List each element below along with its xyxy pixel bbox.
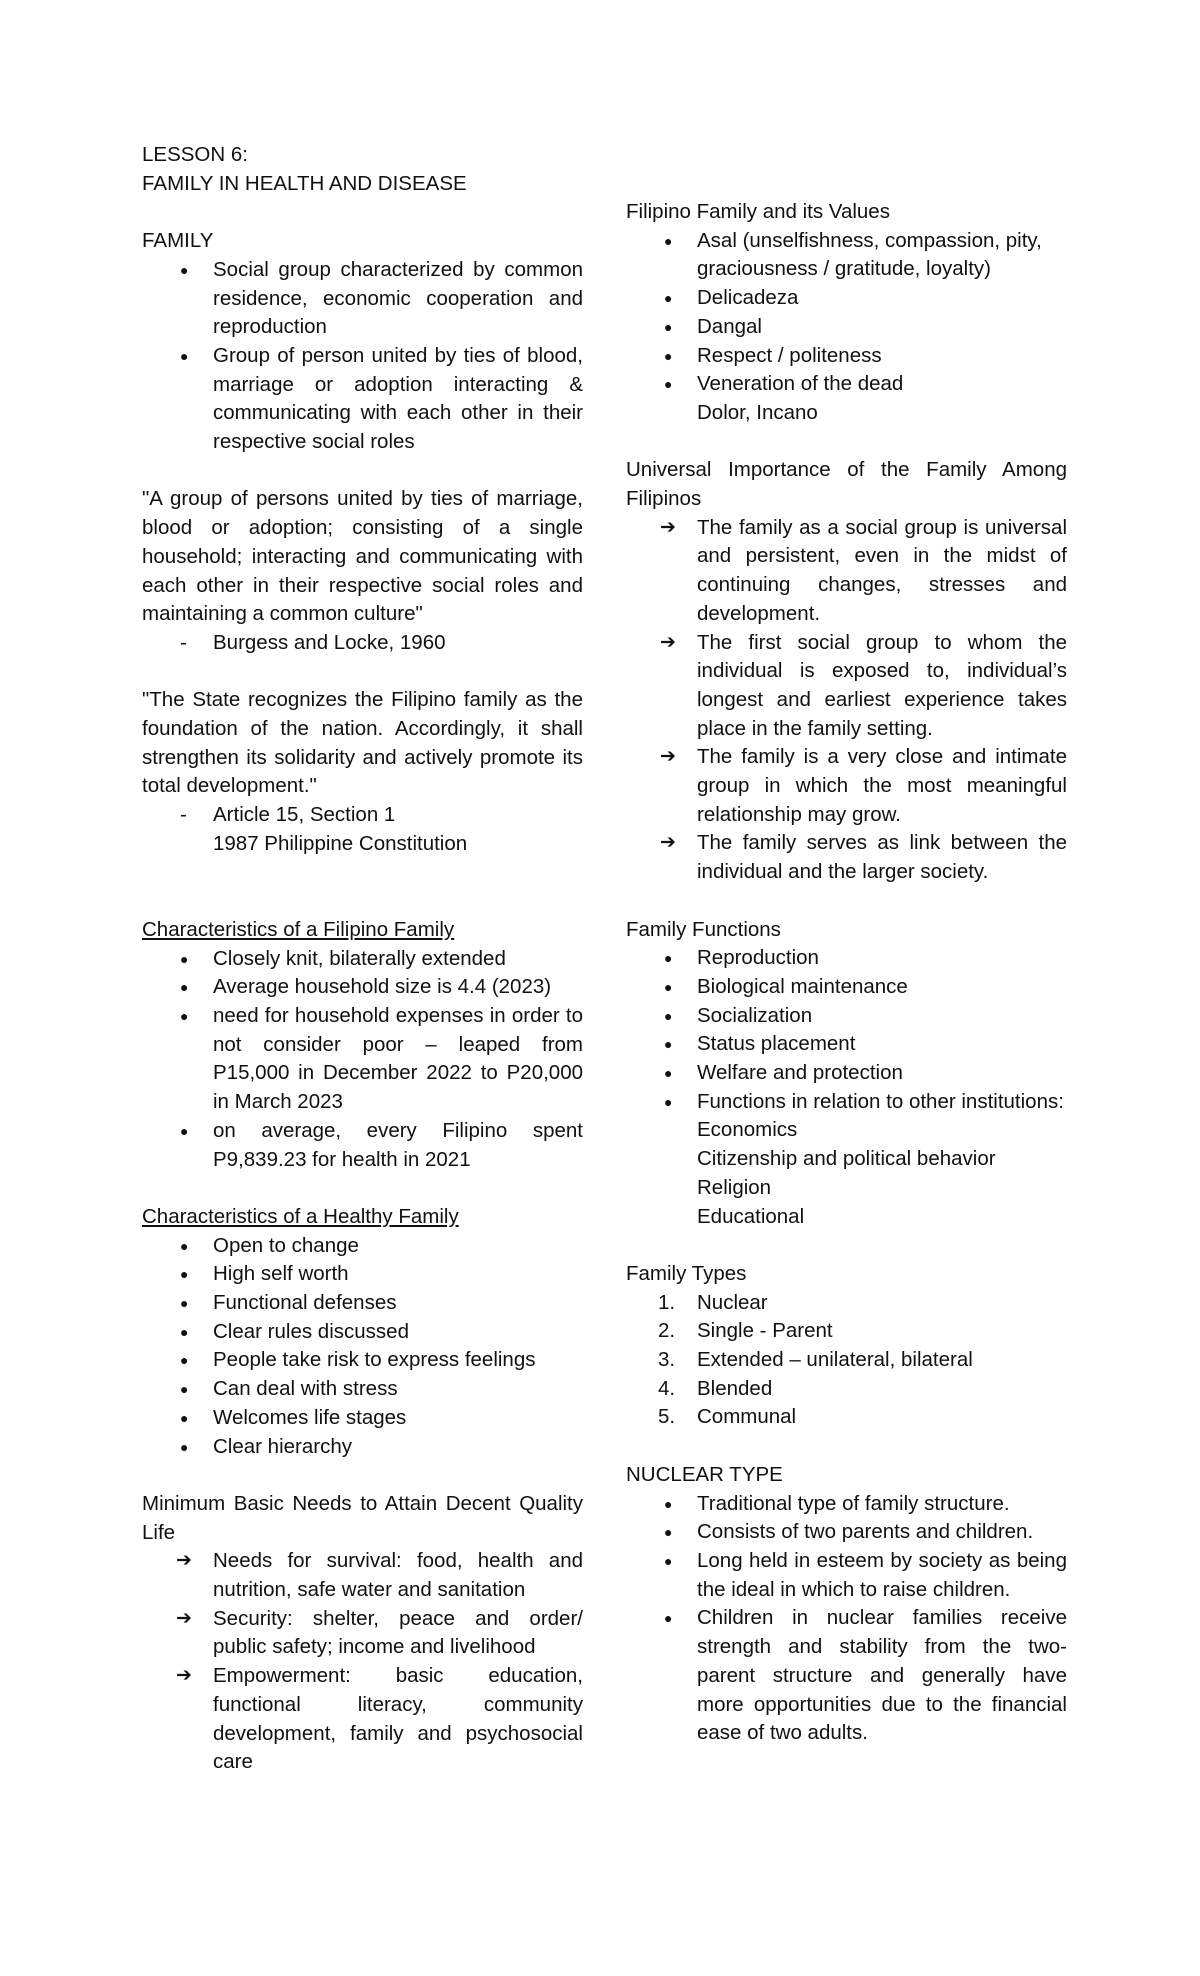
values-heading: Filipino Family and its Values	[626, 200, 890, 223]
bullet-icon: ●	[664, 376, 673, 393]
importance-section	[626, 456, 1067, 887]
bullet-icon: ●	[664, 1007, 673, 1024]
dash-marker: -	[180, 630, 187, 654]
bullet-icon: ●	[664, 1524, 673, 1541]
list-item: 4. Blended	[626, 1375, 1067, 1404]
arrow-icon: ➔	[176, 1665, 192, 1687]
arrow-icon: ➔	[660, 631, 676, 653]
left-column	[142, 141, 583, 1777]
list-item: ● Welcomes life stages	[142, 1404, 583, 1433]
list-item: ● Can deal with stress	[142, 1375, 583, 1404]
bullet-icon: ●	[664, 950, 673, 967]
bullet-icon: ●	[180, 347, 189, 364]
filipino-characteristics-section	[142, 916, 583, 1174]
list-item: ● Welfare and protection	[626, 1059, 1067, 1088]
bullet-icon: ●	[180, 1352, 189, 1369]
bullet-icon: ●	[180, 1438, 189, 1455]
lesson-label: LESSON 6:	[142, 143, 248, 166]
family-section	[142, 227, 583, 457]
quote-constitution	[142, 686, 583, 858]
bullet-icon: ●	[664, 978, 673, 995]
arrow-icon: ➔	[660, 746, 676, 768]
list-item: 2. Single - Parent	[626, 1317, 1067, 1346]
list-number: 4.	[658, 1376, 676, 1400]
list-item: ● Delicadeza	[626, 284, 1067, 313]
family-heading: FAMILY	[142, 229, 214, 253]
list-item: ● Social group characterized by common residence, economic cooperation and reproduction	[142, 256, 583, 342]
nuclear-section	[626, 1461, 1067, 1748]
list-item: 1. Nuclear	[626, 1289, 1067, 1318]
bullet-icon: ●	[664, 347, 673, 364]
importance-heading: Universal Importance of the Family Among Filipinos	[626, 458, 1067, 511]
list-item: ● Open to change	[142, 1232, 583, 1261]
function-subitem: Economics	[697, 1118, 798, 1142]
list-item: ● Group of person united by ties of blood, marriage or adoption interacting & communicating with each other in their respective social roles	[142, 342, 583, 457]
bullet-icon: ●	[180, 950, 189, 967]
list-item: ➔ Needs for survival: food, health and nutrition, safe water and sanitation	[142, 1547, 583, 1604]
list-item: ➔ The family serves as link between the individual and the larger society.	[626, 829, 1067, 886]
list-item: 5. Communal	[626, 1403, 1067, 1432]
list-item: ● Average household size is 4.4 (2023)	[142, 973, 583, 1002]
list-item: ➔ Security: shelter, peace and order/ public safety; income and livelihood	[142, 1605, 583, 1662]
list-number: 2.	[658, 1319, 676, 1343]
healthy-characteristics-section	[142, 1203, 583, 1461]
healthy-characteristics-heading: Characteristics of a Healthy Family	[142, 1204, 459, 1228]
list-item: ➔ The first social group to whom the individual is exposed to, individual’s longest and earliest experience takes place in the family setting.	[626, 629, 1067, 744]
bullet-icon: ●	[664, 1093, 673, 1110]
list-number: 1.	[658, 1290, 676, 1314]
basic-needs-section	[142, 1490, 583, 1777]
quote-text: "A group of persons united by ties of marriage, blood or adoption; consisting of a single household; interacting and communicating with each other in their respective social roles and maintaining a common culture"	[142, 487, 583, 626]
basic-needs-heading: Minimum Basic Needs to Attain Decent Quality Life	[142, 1491, 583, 1544]
types-heading: Family Types	[626, 1261, 747, 1285]
bullet-icon: ●	[180, 1237, 189, 1254]
list-item: ● Closely knit, bilaterally extended	[142, 945, 583, 974]
list-item: ● Reproduction	[626, 944, 1067, 973]
functions-section	[626, 916, 1067, 1232]
lesson-title: FAMILY IN HEALTH AND DISEASE	[142, 171, 467, 195]
list-number: 3.	[658, 1348, 676, 1372]
list-item: ● Functional defenses	[142, 1289, 583, 1318]
arrow-icon: ➔	[176, 1550, 192, 1572]
list-item: ● High self worth	[142, 1260, 583, 1289]
list-item: ● Biological maintenance	[626, 973, 1067, 1002]
types-section	[626, 1260, 1067, 1432]
list-item: ● Socialization	[626, 1002, 1067, 1031]
quote-source: - Burgess and Locke, 1960	[142, 629, 583, 658]
quote-burgess-locke	[142, 485, 583, 657]
list-item: ● Clear rules discussed	[142, 1318, 583, 1347]
family-bullet-list	[142, 256, 583, 457]
list-item: ● Respect / politeness	[626, 342, 1067, 371]
filipino-characteristics-heading: Characteristics of a Filipino Family	[142, 917, 455, 941]
list-item: ● Dangal	[626, 313, 1067, 342]
bullet-icon: ●	[664, 1495, 673, 1512]
function-subitem: Educational	[697, 1204, 805, 1228]
function-subitem: Religion	[697, 1175, 772, 1199]
list-item: ● Functions in relation to other institutions:	[626, 1088, 1067, 1117]
bullet-icon: ●	[664, 1065, 673, 1082]
function-subitem: Citizenship and political behavior	[697, 1147, 996, 1171]
list-item: ● Veneration of the dead	[626, 370, 1067, 399]
list-item: ● Long held in esteem by society as being the ideal in which to raise children.	[626, 1547, 1067, 1604]
list-item: ➔ The family is a very close and intimate group in which the most meaningful relationship may grow.	[626, 743, 1067, 829]
arrow-icon: ➔	[660, 516, 676, 538]
values-section	[626, 198, 1067, 428]
arrow-icon: ➔	[660, 832, 676, 854]
list-item: 3. Extended – unilateral, bilateral	[626, 1346, 1067, 1375]
bullet-icon: ●	[180, 1008, 189, 1025]
bullet-icon: ●	[664, 232, 673, 249]
list-item: ● Status placement	[626, 1030, 1067, 1059]
list-item: ● need for household expenses in order to not consider poor – leaped from P15,000 in December 2022 to P20,000 in March 2023	[142, 1002, 583, 1117]
bullet-icon: ●	[180, 979, 189, 996]
bullet-icon: ●	[664, 290, 673, 307]
bullet-icon: ●	[664, 1552, 673, 1569]
functions-heading: Family Functions	[626, 917, 781, 941]
bullet-icon: ●	[180, 261, 189, 278]
quote-source: - Article 15, Section 1 1987 Philippine Constitution	[142, 801, 583, 858]
bullet-icon: ●	[180, 1381, 189, 1398]
nuclear-heading: NUCLEAR TYPE	[626, 1462, 783, 1486]
list-item: ● Asal (unselfishness, compassion, pity, graciousness / gratitude, loyalty)	[626, 227, 1067, 284]
bullet-icon: ●	[180, 1122, 189, 1139]
list-number: 5.	[658, 1405, 676, 1429]
bullet-icon: ●	[664, 318, 673, 335]
bullet-icon: ●	[180, 1295, 189, 1312]
arrow-icon: ➔	[176, 1607, 192, 1629]
list-item: ● on average, every Filipino spent P9,839.23 for health in 2021	[142, 1117, 583, 1174]
list-item: ● People take risk to express feelings	[142, 1346, 583, 1375]
bullet-icon: ●	[180, 1266, 189, 1283]
bullet-icon: ●	[664, 1036, 673, 1053]
quote-text: "The State recognizes the Filipino family as the foundation of the nation. Accordingly, it shall strengthen its solidarity and actively promote its total development."	[142, 688, 583, 798]
list-item: ● Clear hierarchy	[142, 1433, 583, 1462]
dash-marker: -	[180, 803, 187, 827]
values-extra-line: Dolor, Incano	[697, 400, 818, 424]
bullet-icon: ●	[180, 1409, 189, 1426]
bullet-icon: ●	[664, 1610, 673, 1627]
list-item: ➔ The family as a social group is universal and persistent, even in the midst of continuing changes, stresses and development.	[626, 514, 1067, 629]
list-item: ● Consists of two parents and children.	[626, 1518, 1067, 1547]
list-item: ● Traditional type of family structure.	[626, 1490, 1067, 1519]
list-item: ➔ Empowerment: basic education, functional literacy, community development, family and psychosocial care	[142, 1662, 583, 1777]
right-column	[626, 198, 1067, 1748]
bullet-icon: ●	[180, 1323, 189, 1340]
list-item: ● Children in nuclear families receive strength and stability from the two-parent structure and generally have more opportunities due to the financial ease of two adults.	[626, 1604, 1067, 1748]
